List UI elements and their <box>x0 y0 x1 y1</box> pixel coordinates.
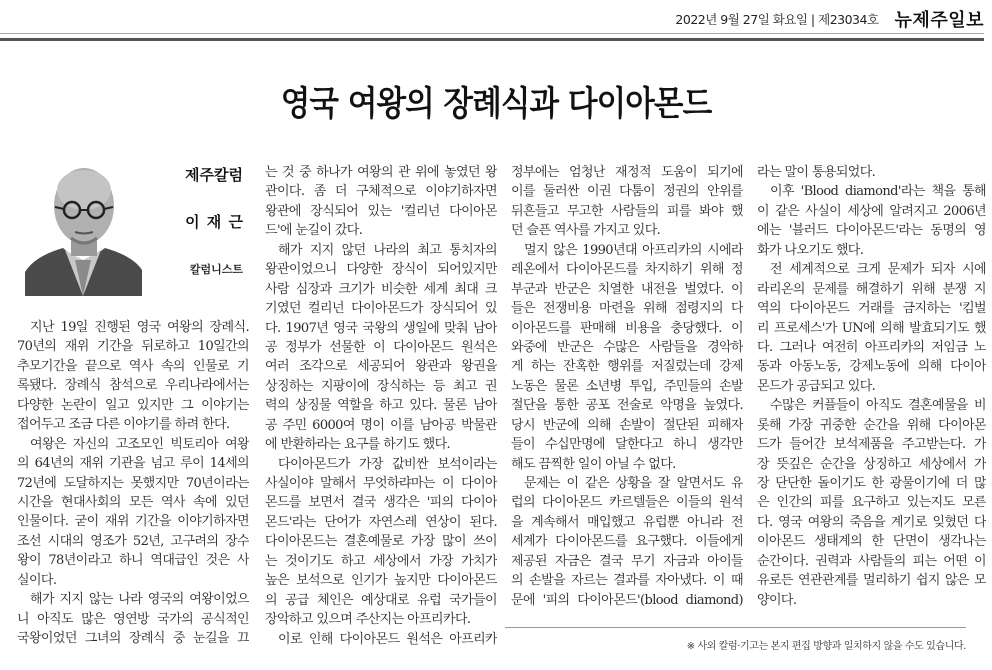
text-line: 록됐다. 장례식 참석으로 우리나라에서는 <box>17 378 249 394</box>
text-line: 의 손발을 자르는 결과를 자아냈다. 이 때 <box>511 573 743 589</box>
text-line: 절단을 통한 공포 전술로 악명을 높였다. <box>511 398 743 414</box>
text-line: 라리온의 문제를 해결하기 위해 분쟁 지 <box>757 281 986 297</box>
text-line: 세계가 다이아몬드를 요구했다. 이들에게 <box>511 534 743 550</box>
text-line: 은 인간의 피를 요구하고 있는지도 모른 <box>757 495 986 511</box>
text-line: 양이다. <box>757 592 797 608</box>
text-line: 장악하고 있으며 주산지는 아프리카다. <box>265 612 471 628</box>
text-line: 에 반환하라는 요구를 하기도 했다. <box>265 437 451 453</box>
text-line: 왕관에 장식되어 있는 '컬리넌 다이아몬 <box>265 203 497 219</box>
text-line: 추모기간을 끝으로 역사 속의 인물로 기 <box>17 358 249 374</box>
text-line: 니 아직도 많은 영연방 국가의 공식적인 <box>17 611 249 627</box>
text-line: 다. 그러나 여전히 아프리카의 저임금 노 <box>757 339 986 355</box>
footnote-divider <box>505 627 966 628</box>
text-line: 몬드를 보면서 결국 생각은 '피의 다이아 <box>265 495 497 511</box>
paragraph <box>265 455 497 630</box>
text-line: 공 정부가 선물한 이 다이아몬드 원석은 <box>265 339 497 355</box>
text-line: 몬드'라는 단어가 자연스레 연상이 된다. <box>265 514 497 530</box>
text-line: 동과 아동노동, 강제노동에 의해 다이아 <box>757 359 986 375</box>
paragraph <box>265 630 497 649</box>
text-line: 드'에 눈길이 갔다. <box>265 223 363 239</box>
header-divider-thin <box>0 33 984 34</box>
text-line: 당시 반군에 의해 손발이 절단된 피해자 <box>511 417 743 433</box>
text-line: 들은 전쟁비용 마련을 위해 점령지의 다 <box>511 301 743 317</box>
header-divider-thick <box>0 38 984 41</box>
text-line: 유로든 연관관계를 멀리하기 쉽지 않은 모 <box>757 573 986 589</box>
text-line: 전 세계적으로 크게 문제가 되자 시에 <box>770 262 986 278</box>
body-column-2 <box>265 163 497 649</box>
text-line: 수많은 커플들이 아직도 결혼예물을 비 <box>770 398 986 414</box>
text-line: 제공된 자금은 결국 무기 자금과 아이들 <box>511 553 743 569</box>
text-line: 던 슬픈 역사를 가지고 있다. <box>511 223 661 239</box>
disclaimer-footnote: ※ 사외 칼럼·기고는 본지 편집 방향과 일치하지 않을 수도 있습니다. <box>686 641 966 652</box>
text-line: 조선 시대의 영조가 52년, 고구려의 장수 <box>17 533 249 549</box>
text-line: 72년에 도달하지는 못했지만 70년이라는 <box>17 475 249 491</box>
text-line: 왕관이었으니 다양한 장식이 되어있지만 <box>265 262 497 278</box>
text-line: 부군과 반군은 치열한 내전을 벌였다. 이 <box>511 281 743 297</box>
paragraph <box>265 163 497 241</box>
author-role: 칼럼니스트 <box>189 263 243 276</box>
text-line: 는 것이기도 하고 세상에서 가장 가치가 <box>265 553 497 569</box>
text-line: 인물이다. 굳이 재위 기간을 이야기하자면 <box>17 514 249 530</box>
text-line: 여왕은 자신의 고조모인 빅토리아 여왕 <box>30 436 249 452</box>
text-line: 는 것 중 하나가 여왕의 관 위에 놓였던 왕 <box>265 165 497 180</box>
text-line: 들이 수십만명에 달한다고 하니 생각만 <box>511 437 743 453</box>
text-line: 해가 지지 않던 나라의 최고 통치자의 <box>278 242 497 258</box>
text-line: 이 같은 사실이 세상에 알려지고 2006년 <box>757 203 986 219</box>
text-line: 지난 19일 진행된 영국 여왕의 장례식. <box>30 320 249 335</box>
text-line: 접어두고 조금 다른 이야기를 하려 한다. <box>17 417 230 433</box>
text-line: 사실이야 말해서 무엇하랴마는 이 다이아 <box>265 476 497 491</box>
paragraph <box>757 163 986 182</box>
newspaper-logo: 뉴제주일보 <box>894 10 984 31</box>
paragraph <box>511 474 743 610</box>
paragraph <box>17 590 249 648</box>
text-line: 장 뜻깊은 순간을 상징하고 세상에서 가 <box>757 456 986 472</box>
text-line: 여러 조각으로 세공되어 왕관과 왕권을 <box>265 359 497 375</box>
author-name: 이 재 근 <box>185 213 243 231</box>
body-column-1 <box>17 318 249 648</box>
text-line: 이로 인해 다이아몬드 원석은 아프리카 <box>278 631 497 647</box>
text-line: 높은 보석으로 인기가 높지만 다이아몬드 <box>265 573 497 589</box>
text-line: 왕이 78년이라고 하니 역대급인 것은 사 <box>17 553 249 569</box>
issue-date: 2022년 9월 27일 화요일 | 제23034호 <box>675 12 879 27</box>
text-line: 이후 'Blood diamond'라는 책을 통해 <box>770 184 986 200</box>
text-line: 의 64년의 재위 기관을 넘고 루이 14세의 <box>17 456 249 472</box>
text-line: 실이다. <box>17 572 57 588</box>
text-line: 순간이다. 권력과 사람들의 피는 어떤 이 <box>757 553 986 569</box>
paragraph <box>511 241 743 474</box>
text-line: 해도 끔찍한 일이 아닐 수 없다. <box>511 456 676 472</box>
paragraph <box>17 435 249 591</box>
author-photo <box>25 160 142 296</box>
text-line: 다. 1907년 영국 국왕의 생일에 맞춰 남아 <box>265 320 497 336</box>
text-line: 화가 나오기도 했다. <box>757 242 864 258</box>
text-line: 70년의 재위 기간을 뒤로하고 10일간의 <box>17 339 249 355</box>
column-section-label: 제주칼럼 <box>185 166 243 184</box>
text-line: 다. 영국 여왕의 죽음을 계기로 잊혔던 다 <box>757 514 986 530</box>
paragraph <box>757 182 986 260</box>
body-column-3 <box>511 163 743 610</box>
text-line: 사람 심장과 크기가 비슷한 세계 최대 크 <box>265 281 497 297</box>
text-line: 다이아몬드는 결혼예물로 가장 많이 쓰이 <box>265 534 497 550</box>
text-line: 다양한 논란이 일고 있지만 그 이야기는 <box>17 397 249 413</box>
text-line: 문에 '피의 다이아몬드'(blood diamond) <box>511 592 743 608</box>
text-line: 레온에서 다이아몬드를 차지하기 위해 정 <box>511 262 743 278</box>
paragraph <box>757 260 986 396</box>
text-line: 상징하는 지팡이에 장식하는 등 최고 권 <box>265 378 497 394</box>
text-line: 기였던 컬리넌 다이아몬드가 장식되어 있 <box>265 301 497 317</box>
text-line: 의 공급 체인은 예상대로 유럽 국가들이 <box>265 592 497 608</box>
text-line: 롯해 가장 귀중한 순간을 위해 다이아몬 <box>757 417 986 433</box>
text-line: 다이아몬드가 가장 값비싼 보석이라는 <box>278 456 497 472</box>
text-line: 에는 '블러드 다이아몬드'라는 동명의 영 <box>757 223 986 239</box>
text-line: 라는 말이 통용되었다. <box>757 165 876 180</box>
text-line: 이아몬드를 판매해 비용을 충당했다. 이 <box>511 320 743 336</box>
paragraph <box>511 163 743 241</box>
text-line: 관이다. 좀 더 구체적으로 이야기하자면 <box>265 184 497 200</box>
paragraph <box>17 318 249 435</box>
text-line: 리 프로세스'가 UN에 의해 발효되기도 했 <box>757 320 986 336</box>
text-line: 이를 둘러싼 이권 다툼이 정권의 안위를 <box>511 184 743 200</box>
text-line: 멀지 않은 1990년대 아프리카의 시에라 <box>524 242 743 258</box>
text-line: 공 주민 6000여 명이 이를 남아공 박물관 <box>265 417 497 433</box>
text-line: 정부에는 엄청난 재정적 도움이 되기에 <box>511 165 743 180</box>
text-line: 이아몬드 생태계의 한 단면이 생각나는 <box>757 534 986 550</box>
text-line: 국왕이었던 그녀의 장례식 중 눈길을 끄 <box>17 631 249 646</box>
paragraph <box>265 241 497 455</box>
article-title: 영국 여왕의 장례식과 다이아몬드 <box>280 84 712 124</box>
text-line: 몬드가 공급되고 있다. <box>757 378 876 394</box>
text-line: 역의 다이아몬드 거래를 금지하는 '킴벌 <box>757 301 986 317</box>
body-column-4 <box>757 163 986 610</box>
text-line: 와중에 반군은 수많은 사람들을 경악하 <box>511 339 743 355</box>
text-line: 럽의 다이아몬드 카르텔들은 이들의 원석 <box>511 495 743 511</box>
text-line: 게 하는 잔혹한 행위를 저질렀는데 강제 <box>511 359 743 375</box>
text-line: 노동은 물론 소년병 투입, 주민들의 손발 <box>511 378 743 394</box>
text-line: 력의 상징물 역할을 하고 있다. 물론 남아 <box>265 398 497 414</box>
text-line: 드가 들어간 보석제품을 주고받는다. 가 <box>757 437 986 453</box>
text-line: 뒤흔들고 무고한 사람들의 피를 봐야 했 <box>511 203 743 219</box>
paragraph <box>757 396 986 610</box>
text-line: 문제는 이 같은 상황을 잘 알면서도 유 <box>524 476 743 491</box>
text-line: 을 계속해서 매입했고 유럽뿐 아니라 전 <box>511 514 743 530</box>
masthead <box>675 8 984 30</box>
text-line: 장 단단한 돌이기도 한 광물이기에 더 많 <box>757 476 986 491</box>
text-line: 해가 지지 않는 나라 영국의 여왕이었으 <box>30 592 249 608</box>
text-line: 시간을 현대사회의 모든 역사 속에 있던 <box>17 494 249 510</box>
